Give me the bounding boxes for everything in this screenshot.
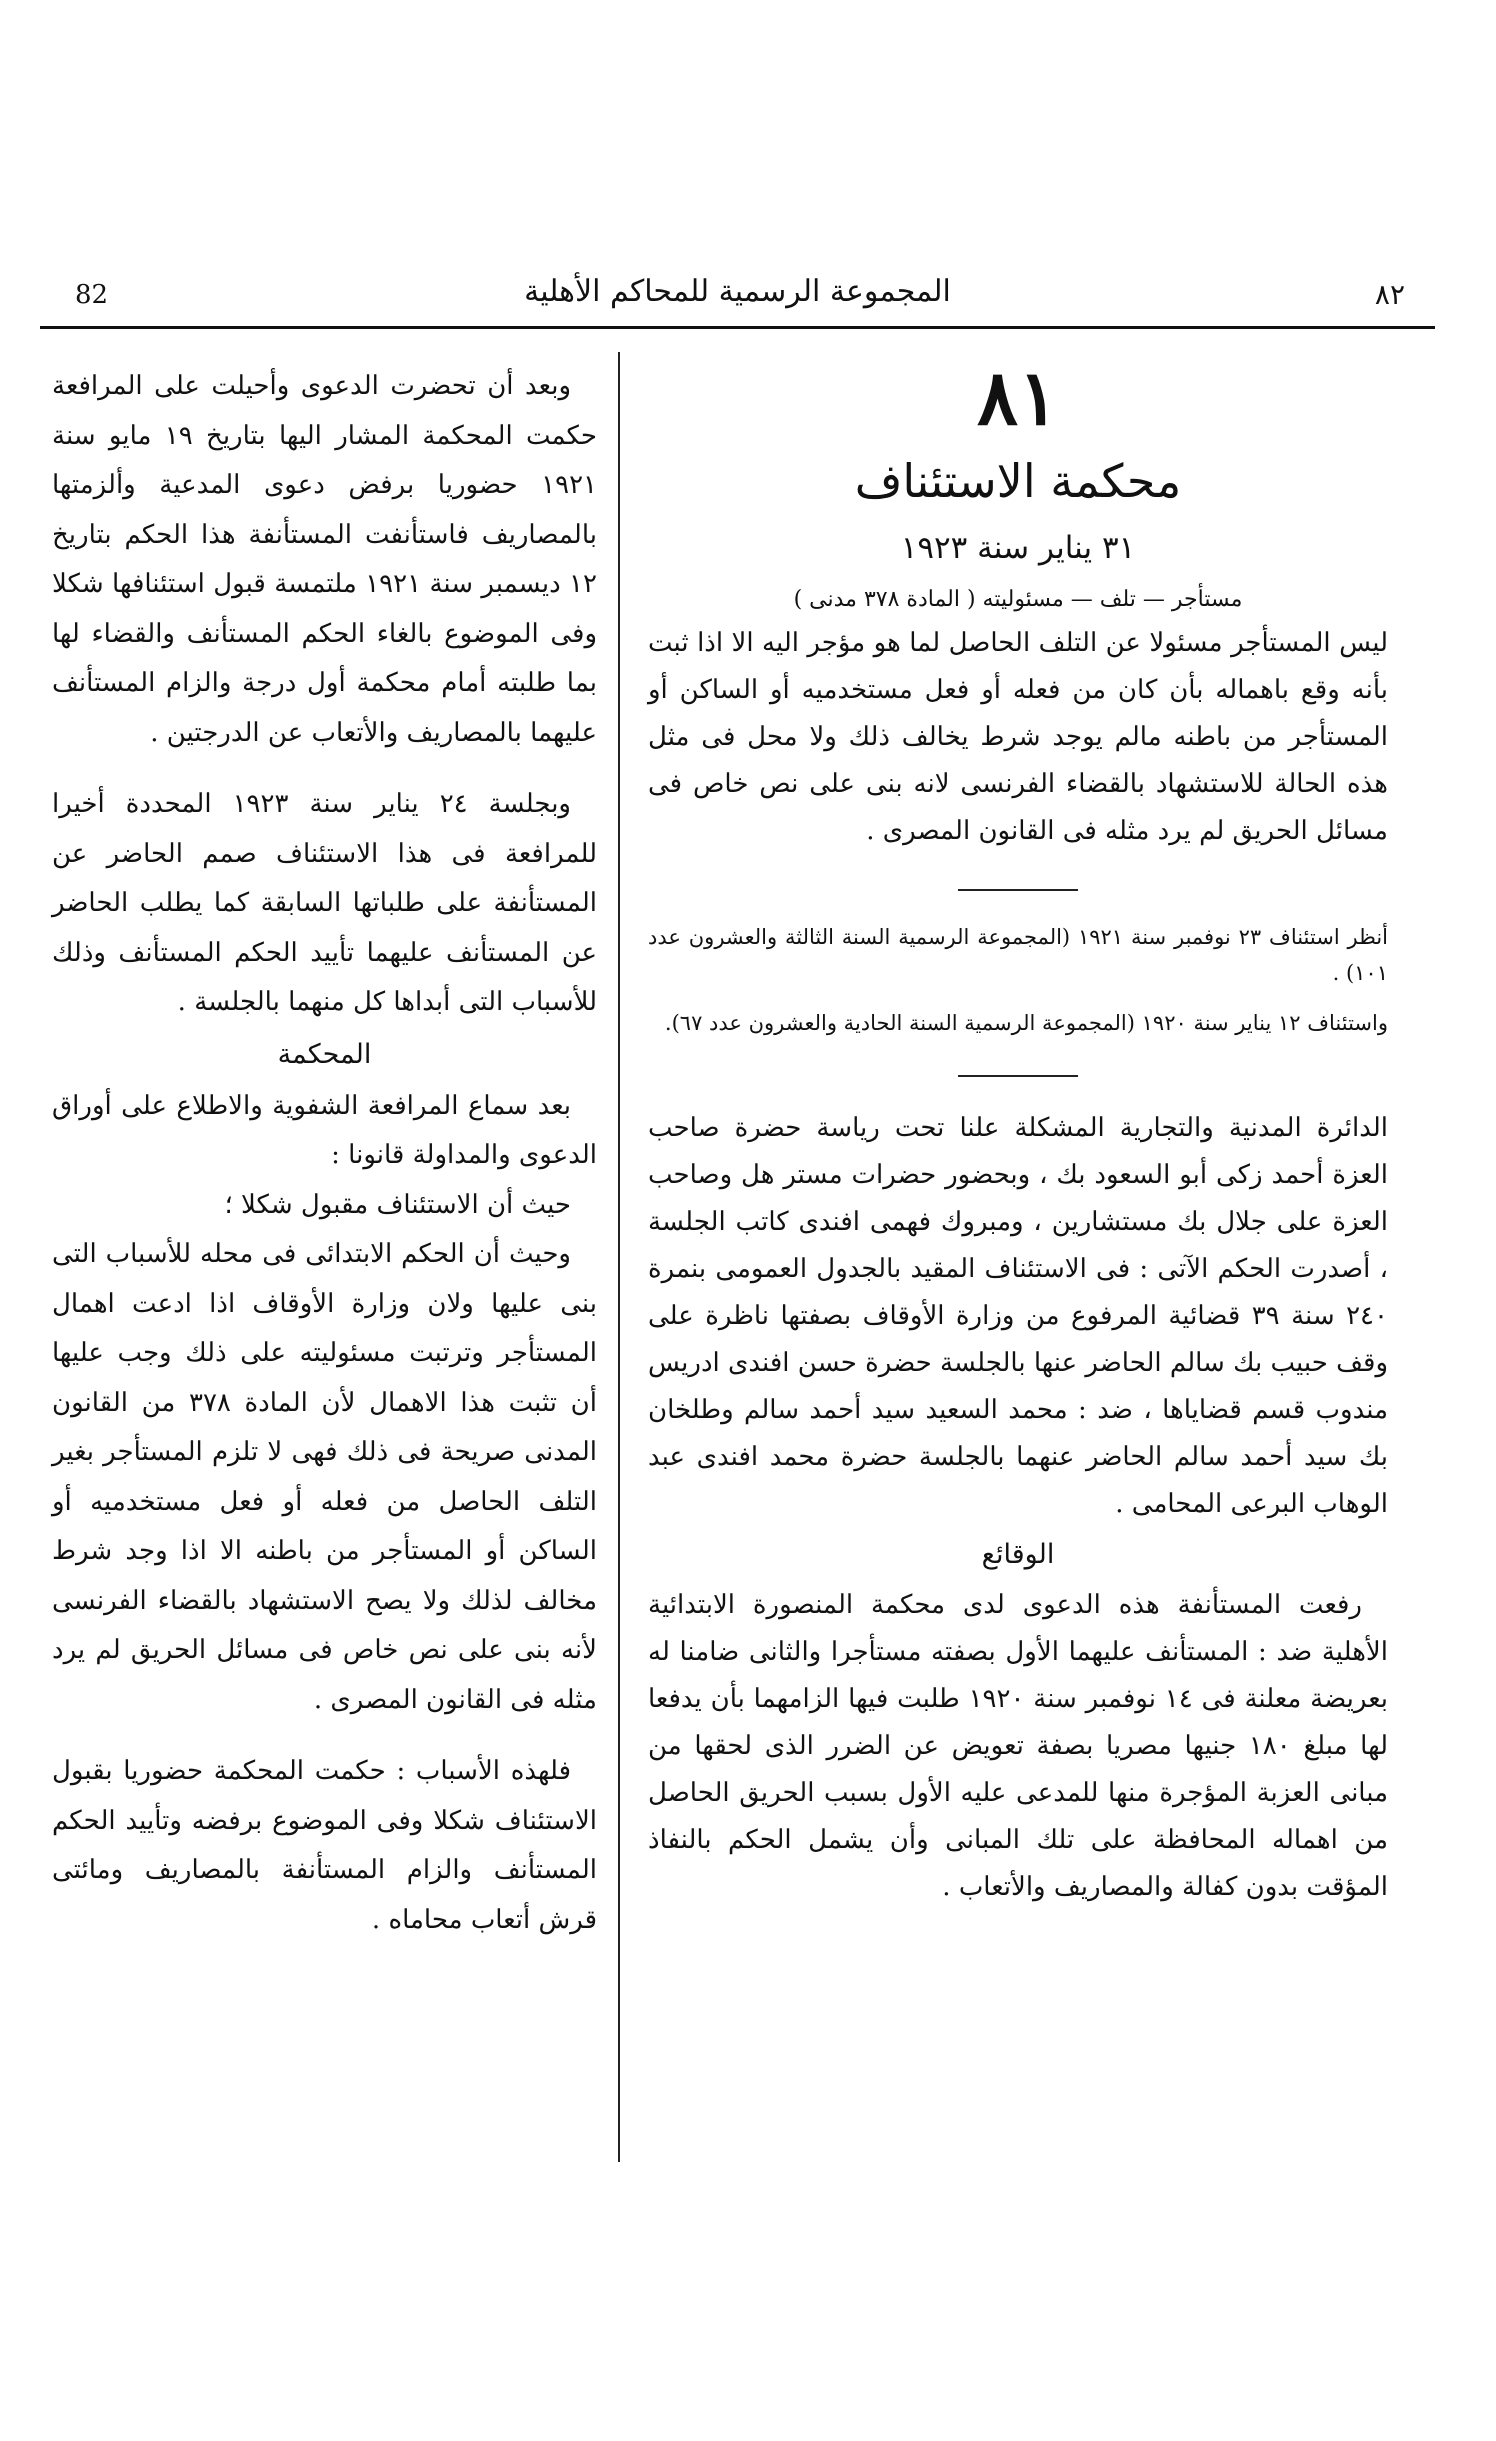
page-number-arabic: ٨٢ [1374, 278, 1405, 311]
paragraph: وبعد أن تحضرت الدعوى وأحيلت على المرافعة حكمت المحكمة المشار اليها بتاريخ ١٩ مايو سنة ١٩٢١ حضوريا برفض دعوى المدعية وألزمتها بالمصاريف فاستأنفت المستأنفة هذا الحكم بتاريخ ١٢ ديسمبر سنة ١٩٢١ ملتمسة قبول استئنافها شكلا وفى الموضوع بالغاء الحكم المستأنف والقضاء لها بما طلبته أمام محكمة أول درجة والزام المستأنف عليهما بالمصاريف والأتعاب عن الدرجتين . [52, 371, 597, 748]
reference-item: واستئناف ١٢ يناير سنة ١٩٢٠ (المجموعة الرسمية السنة الحادية والعشرون عدد ٦٧). [664, 1011, 1388, 1035]
separator-rule [958, 1075, 1078, 1077]
reference-item: أنظر استئناف ٢٣ نوفمبر سنة ١٩٢١ (المجموعة الرسمية السنة الثالثة والعشرون عدد ١٠١) . [648, 925, 1389, 985]
right-column [648, 350, 1388, 1911]
case-number: ٨١ [977, 353, 1059, 442]
ruling-paragraph: فلهذه الأسباب : حكمت المحكمة حضوريا بقبول الاستئناف شكلا وفى الموضوع برفضه وتأييد الحكم المستأنف والزام المستأنفة بالمصاريف ومائتى قرش أتعاب محاماه . [52, 1756, 597, 1935]
separator-rule [958, 889, 1078, 891]
column-divider [618, 352, 620, 2162]
judgment-date: ٣١ يناير سنة ١٩٢٣ [900, 530, 1136, 566]
court-name: محكمة الاستئناف [854, 454, 1182, 508]
keywords: مستأجر — تلف — مسئوليته ( المادة ٣٧٨ مدنى ) [793, 587, 1243, 612]
page-number-latin: 82 [75, 280, 109, 310]
references [648, 919, 1388, 1041]
paragraph: وبجلسة ٢٤ يناير سنة ١٩٢٣ المحددة أخيرا للمرافعة فى هذا الاستئناف صمم الحاضر عن المستأنفة على طلباتها السابقة كما يطلب الحاضر عن المستأنف عليهما تأييد الحكم المستأنف وذلك للأسباب التى أبداها كل منهما بالجلسة . [52, 789, 597, 1017]
paragraph: بعد سماع المرافعة الشفوية والاطلاع على أوراق الدعوى والمداولة قانونا : [52, 1090, 597, 1170]
paragraph: حيث أن الاستئناف مقبول شكلا ؛ [224, 1189, 571, 1220]
court-composition: الدائرة المدنية والتجارية المشكلة علنا تحت رياسة حضرة صاحب العزة أحمد زكى أبو السعود بك ، وبحضور حضرات مستر هل وصاحب العزة على جلال بك مستشارين ، ومبروك فهمى افندى كاتب الجلسة ، أصدرت الحكم الآتى : فى الاستئناف المقيد بالجدول العمومى بنمرة ٢٤٠ سنة ٣٩ قضائية المرفوع من وزارة الأوقاف بصفتها ناظرة على وقف حبيب بك سالم الحاضر عنها بالجلسة حضرة حسن افندى ادريس مندوب قسم قضاياها ، ضد : محمد السعيد سيد أحمد سالم وطلخان بك سيد أحمد سالم الحاضر عنهما بالجلسة حضرة محمد افندى عبد الوهاب البرعى المحامى . [648, 1113, 1388, 1519]
facts-paragraph: رفعت المستأنفة هذه الدعوى لدى محكمة المنصورة الابتدائية الأهلية ضد : المستأنف عليهما الأول بصفته مستأجرا والثانى ضامنا له بعريضة معلنة فى ١٤ نوفمبر سنة ١٩٢٠ طلبت فيها الزامهما بأن يدفعا لها مبلغ ١٨٠ جنيها مصريا بصفة تعويض عن الضرر الذى لحقها من مبانى العزبة المؤجرة منها للمدعى عليه الأول بسبب الحريق الحاصل من اهماله المحافظة على تلك المبانى وأن يشمل الحكم بالنفاذ المؤقت بدون كفالة والمصاريف والأتعاب . [648, 1590, 1389, 1902]
court-heading: المحكمة [277, 1038, 372, 1070]
paragraph: وحيث أن الحكم الابتدائى فى محله للأسباب التى بنى عليها ولان وزارة الأوقاف اذا ادعت اهمال المستأجر وترتبت مسئوليته على ذلك وجب عليها أن تثبت هذا الاهمال لأن المادة ٣٧٨ من القانون المدنى صريحة فى ذلك فهى لا تلزم المستأجر بغير التلف الحاصل من فعله أو فعل مستخدميه أو الساكن أو المستأجر من باطنه الا اذا وجد شرط مخالف لذلك ولا يصح الاستشهاد بالقضاء الفرنسى لأنه بنى على نص خاص فى مسائل الحريق لم يرد مثله فى القانون المصرى . [52, 1239, 597, 1715]
legal-principle: ليس المستأجر مسئولا عن التلف الحاصل لما هو مؤجر اليه الا اذا ثبت بأنه وقع باهماله بأن كان من فعله أو فعل مستخدميه أو الساكن أو المستأجر من باطنه مالم يوجد شرط يخالف ذلك ولا محل فى مثل هذه الحالة للاستشهاد بالقضاء الفرنسى لانه بنى على نص خاص فى مسائل الحريق لم يرد مثله فى القانون المصرى . [648, 628, 1388, 846]
running-title: المجموعة الرسمية للمحاكم الأهلية [524, 274, 951, 309]
left-column [52, 362, 597, 1945]
page-header [40, 270, 1435, 329]
facts-heading: الوقائع [981, 1539, 1055, 1570]
